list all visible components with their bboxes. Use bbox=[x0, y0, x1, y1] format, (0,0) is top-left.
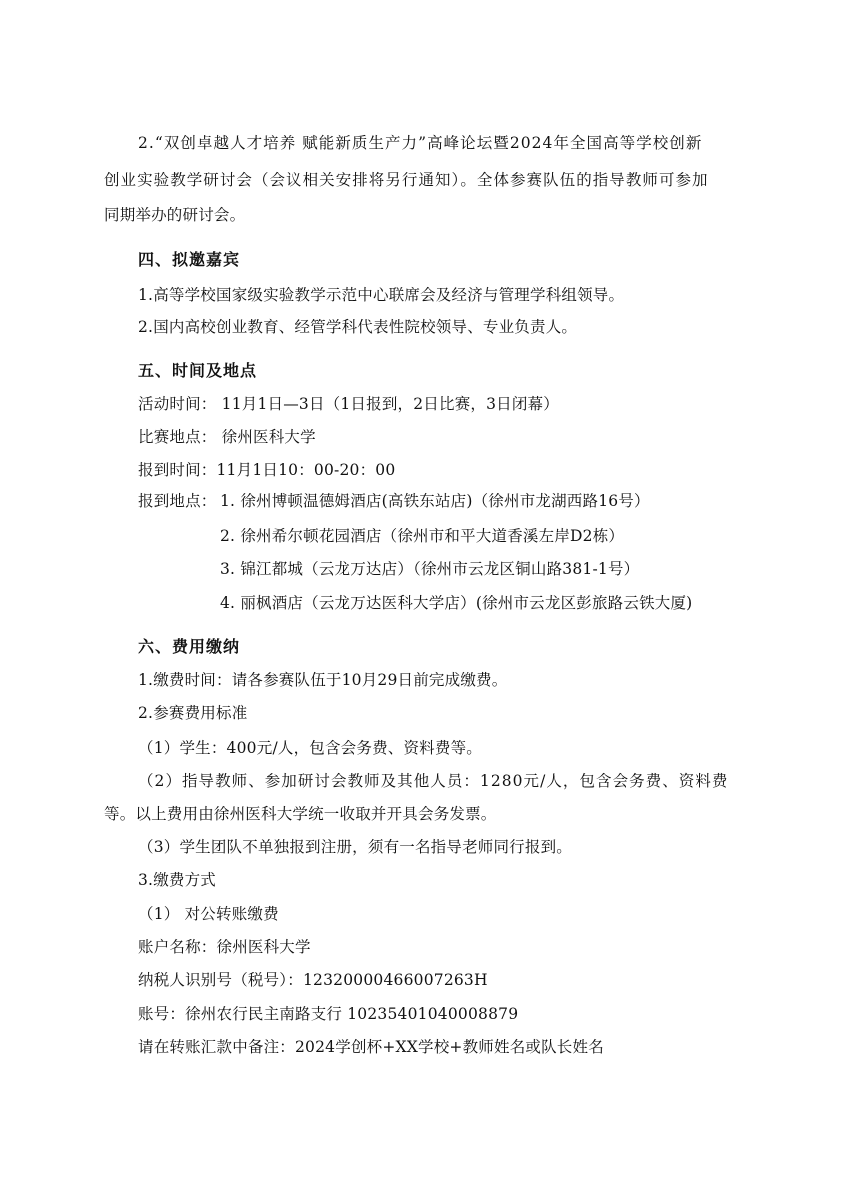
account-number: 账号：徐州农行民主南路支行 10235401040008879 bbox=[138, 1005, 519, 1023]
hotel-item-3: 3. 锦江都城（云龙万达店）（徐州市云龙区铜山路381-1号） bbox=[220, 560, 640, 578]
fee-teacher-line-1: （2）指导教师、参加研讨会教师及其他人员：1280元/人，包含会务费、资料费 bbox=[138, 772, 729, 790]
transfer-remark: 请在转账汇款中备注：2024学创杯+XX学校+教师姓名或队长姓名 bbox=[138, 1038, 604, 1056]
payment-method-1: （1） 对公转账缴费 bbox=[138, 905, 279, 923]
activity-time: 活动时间： 11月1日—3日（1日报到，2日比赛，3日闭幕） bbox=[138, 395, 559, 413]
forum-paragraph-line-1: 2.“双创卓越人才培养 赋能新质生产力”高峰论坛暨2024年全国高等学校创新 bbox=[138, 134, 703, 152]
fee-note: （3）学生团队不单独报到注册，须有一名指导老师同行报到。 bbox=[138, 838, 572, 856]
fee-teacher-line-2: 等。以上费用由徐州医科大学统一收取并开具会务发票。 bbox=[104, 805, 497, 823]
checkin-time: 报到时间：11月1日10：00-20：00 bbox=[138, 461, 396, 479]
section-heading-guests: 四、拟邀嘉宾 bbox=[138, 250, 241, 269]
account-name: 账户名称：徐州医科大学 bbox=[138, 938, 311, 956]
fee-student: （1）学生：400元/人，包含会务费、资料费等。 bbox=[138, 739, 482, 757]
payment-time: 1.缴费时间：请各参赛队伍于10月29日前完成缴费。 bbox=[138, 671, 508, 689]
tax-id: 纳税人识别号（税号）：12320000466007263H bbox=[138, 971, 488, 989]
fee-standard-title: 2.参赛费用标准 bbox=[138, 704, 248, 722]
section-heading-fees: 六、费用缴纳 bbox=[138, 637, 241, 656]
competition-venue: 比赛地点： 徐州医科大学 bbox=[138, 428, 316, 446]
hotel-item-2: 2. 徐州希尔顿花园酒店（徐州市和平大道香溪左岸D2栋） bbox=[220, 527, 625, 545]
payment-method-title: 3.缴费方式 bbox=[138, 871, 216, 889]
section-heading-time-place: 五、时间及地点 bbox=[138, 361, 258, 380]
hotel-item-1: 1. 徐州博顿温德姆酒店(高铁东站店)（徐州市龙湖西路16号） bbox=[220, 492, 650, 510]
hotel-item-4: 4. 丽枫酒店（云龙万达医科大学店）(徐州市云龙区彭旅路云铁大厦) bbox=[220, 594, 693, 612]
forum-paragraph-line-3: 同期举办的研讨会。 bbox=[104, 206, 246, 224]
checkin-place-label: 报到地点： bbox=[138, 492, 217, 510]
forum-paragraph-line-2: 创业实验教学研讨会（会议相关安排将另行通知）。全体参赛队伍的指导教师可参加 bbox=[104, 171, 709, 189]
guest-item-2: 2.国内高校创业教育、经管学科代表性院校领导、专业负责人。 bbox=[138, 318, 578, 336]
guest-item-1: 1.高等学校国家级实验教学示范中心联席会及经济与管理学科组领导。 bbox=[138, 286, 625, 304]
